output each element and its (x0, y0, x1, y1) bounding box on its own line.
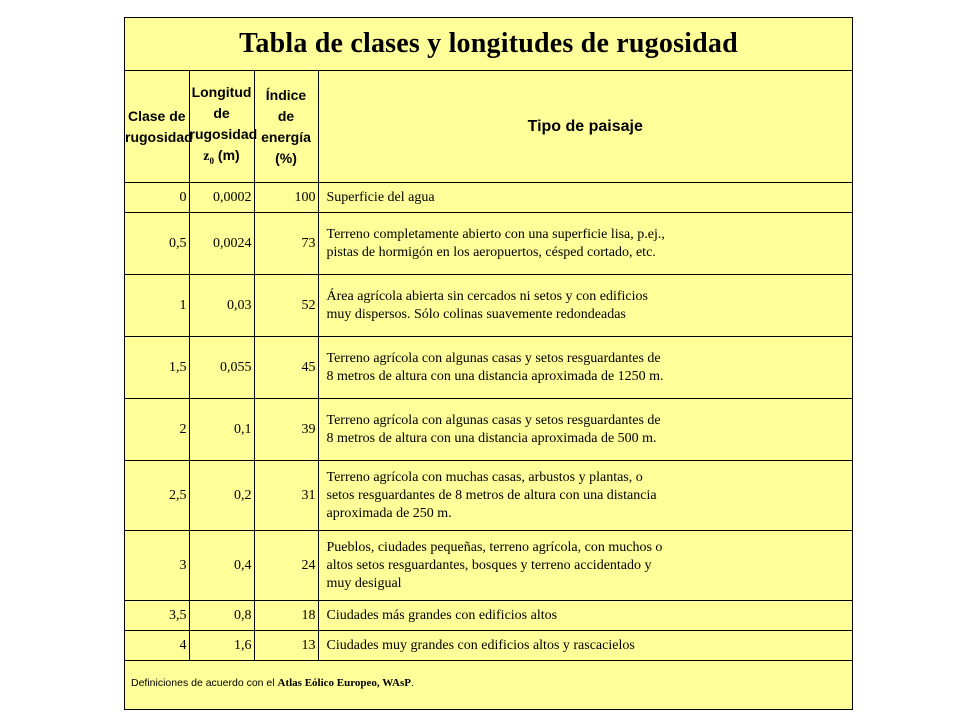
header-indice-line: Índice (265, 86, 307, 103)
cell-longitud: 0,8 (189, 601, 254, 631)
footer-suffix: . (410, 677, 414, 689)
header-longitud-line: de (213, 104, 230, 121)
cell-longitud: 0,03 (189, 275, 254, 337)
table-row (125, 631, 852, 661)
cell-indice: 13 (254, 631, 318, 661)
cell-paisaje (318, 601, 852, 631)
cell-paisaje (318, 631, 852, 661)
footer-row (125, 661, 852, 706)
cell-paisaje (318, 337, 852, 399)
cell-indice: 39 (254, 399, 318, 461)
header-longitud-unit-line (190, 145, 254, 172)
paisaje-line: Superficie del agua (326, 189, 435, 205)
header-clase-line: Clase de (127, 107, 186, 124)
paisaje-line: altos setos resguardantes, bosques y terreno accidentado y (326, 557, 652, 573)
cell-paisaje (318, 461, 852, 531)
cell-longitud: 0,4 (189, 531, 254, 601)
header-indice-line: (%) (275, 149, 297, 166)
header-clase-line: rugosidad (125, 128, 193, 145)
cell-clase: 4 (125, 631, 189, 661)
header-clase (125, 71, 193, 183)
paisaje-line: pistas de hormigón en los aeropuertos, césped cortado, etc. (326, 244, 656, 260)
header-longitud (189, 71, 258, 183)
cell-longitud: 0,0024 (189, 213, 254, 275)
cell-paisaje (318, 399, 852, 461)
roughness-table (125, 18, 852, 705)
table-row (125, 183, 852, 213)
cell-paisaje (318, 183, 852, 213)
paisaje-line: Área agrícola abierta sin cercados ni setos y con edificios (326, 288, 648, 304)
cell-indice: 52 (254, 275, 318, 337)
cell-clase: 2,5 (125, 461, 189, 531)
cell-indice: 45 (254, 337, 318, 399)
header-indice (254, 71, 318, 183)
cell-longitud: 0,055 (189, 337, 254, 399)
paisaje-line: 8 metros de altura con una distancia aproximada de 500 m. (326, 430, 657, 446)
paisaje-line: Terreno completamente abierto con una superficie lisa, p.ej., (326, 226, 665, 242)
header-row (125, 71, 852, 183)
cell-clase: 3,5 (125, 601, 189, 631)
cell-paisaje (318, 275, 852, 337)
header-indice-line: energía (261, 128, 311, 145)
table-title: Tabla de clases y longitudes de rugosidad (125, 18, 852, 71)
header-paisaje: Tipo de paisaje (318, 71, 852, 183)
cell-clase: 3 (125, 531, 189, 601)
cell-longitud: 0,0002 (189, 183, 254, 213)
paisaje-line: aproximada de 250 m. (326, 505, 452, 521)
paisaje-line: Ciudades más grandes con edificios altos (326, 607, 558, 623)
paisaje-line: Terreno agrícola con algunas casas y setos resguardantes de (326, 350, 661, 366)
table-row (125, 531, 852, 601)
title-row (125, 18, 852, 71)
table-row (125, 601, 852, 631)
cell-clase: 1,5 (125, 337, 189, 399)
paisaje-line: 8 metros de altura con una distancia aproximada de 1250 m. (326, 368, 664, 384)
table-row (125, 337, 852, 399)
header-longitud-line: Longitud (191, 83, 252, 100)
cell-indice: 31 (254, 461, 318, 531)
footer-prefix: Definiciones de acuerdo con el (131, 677, 278, 689)
cell-indice: 73 (254, 213, 318, 275)
header-indice-line: de (277, 107, 295, 124)
cell-paisaje (318, 213, 852, 275)
cell-clase: 1 (125, 275, 189, 337)
paisaje-line: Terreno agrícola con algunas casas y setos resguardantes de (326, 412, 661, 428)
cell-clase: 2 (125, 399, 189, 461)
cell-clase: 0,5 (125, 213, 189, 275)
table-row (125, 461, 852, 531)
paisaje-line: muy dispersos. Sólo colinas suavemente redondeadas (326, 306, 626, 322)
footer-note (125, 661, 852, 706)
header-longitud-symbol: z (203, 148, 210, 164)
cell-clase: 0 (125, 183, 189, 213)
paisaje-line: Ciudades muy grandes con edificios altos y rascacielos (326, 637, 635, 653)
cell-paisaje (318, 531, 852, 601)
cell-indice: 18 (254, 601, 318, 631)
cell-longitud: 0,1 (189, 399, 254, 461)
table-row (125, 213, 852, 275)
header-longitud-unit: (m) (214, 146, 240, 163)
roughness-table-sheet (124, 17, 853, 710)
cell-longitud: 1,6 (189, 631, 254, 661)
cell-indice: 24 (254, 531, 318, 601)
cell-longitud: 0,2 (189, 461, 254, 531)
paisaje-line: muy desigual (326, 575, 402, 591)
table-row (125, 399, 852, 461)
table-row (125, 275, 852, 337)
paisaje-line: Pueblos, ciudades pequeñas, terreno agrícola, con muchos o (326, 539, 663, 555)
footer-source: Atlas Eólico Europeo, WAsP (277, 677, 411, 689)
paisaje-line: Terreno agrícola con muchas casas, arbustos y plantas, o (326, 469, 643, 485)
header-longitud-subscript: 0 (209, 155, 215, 166)
paisaje-line: setos resguardantes de 8 metros de altura con una distancia (326, 487, 657, 503)
cell-indice: 100 (254, 183, 318, 213)
header-longitud-line: rugosidad (189, 125, 258, 142)
